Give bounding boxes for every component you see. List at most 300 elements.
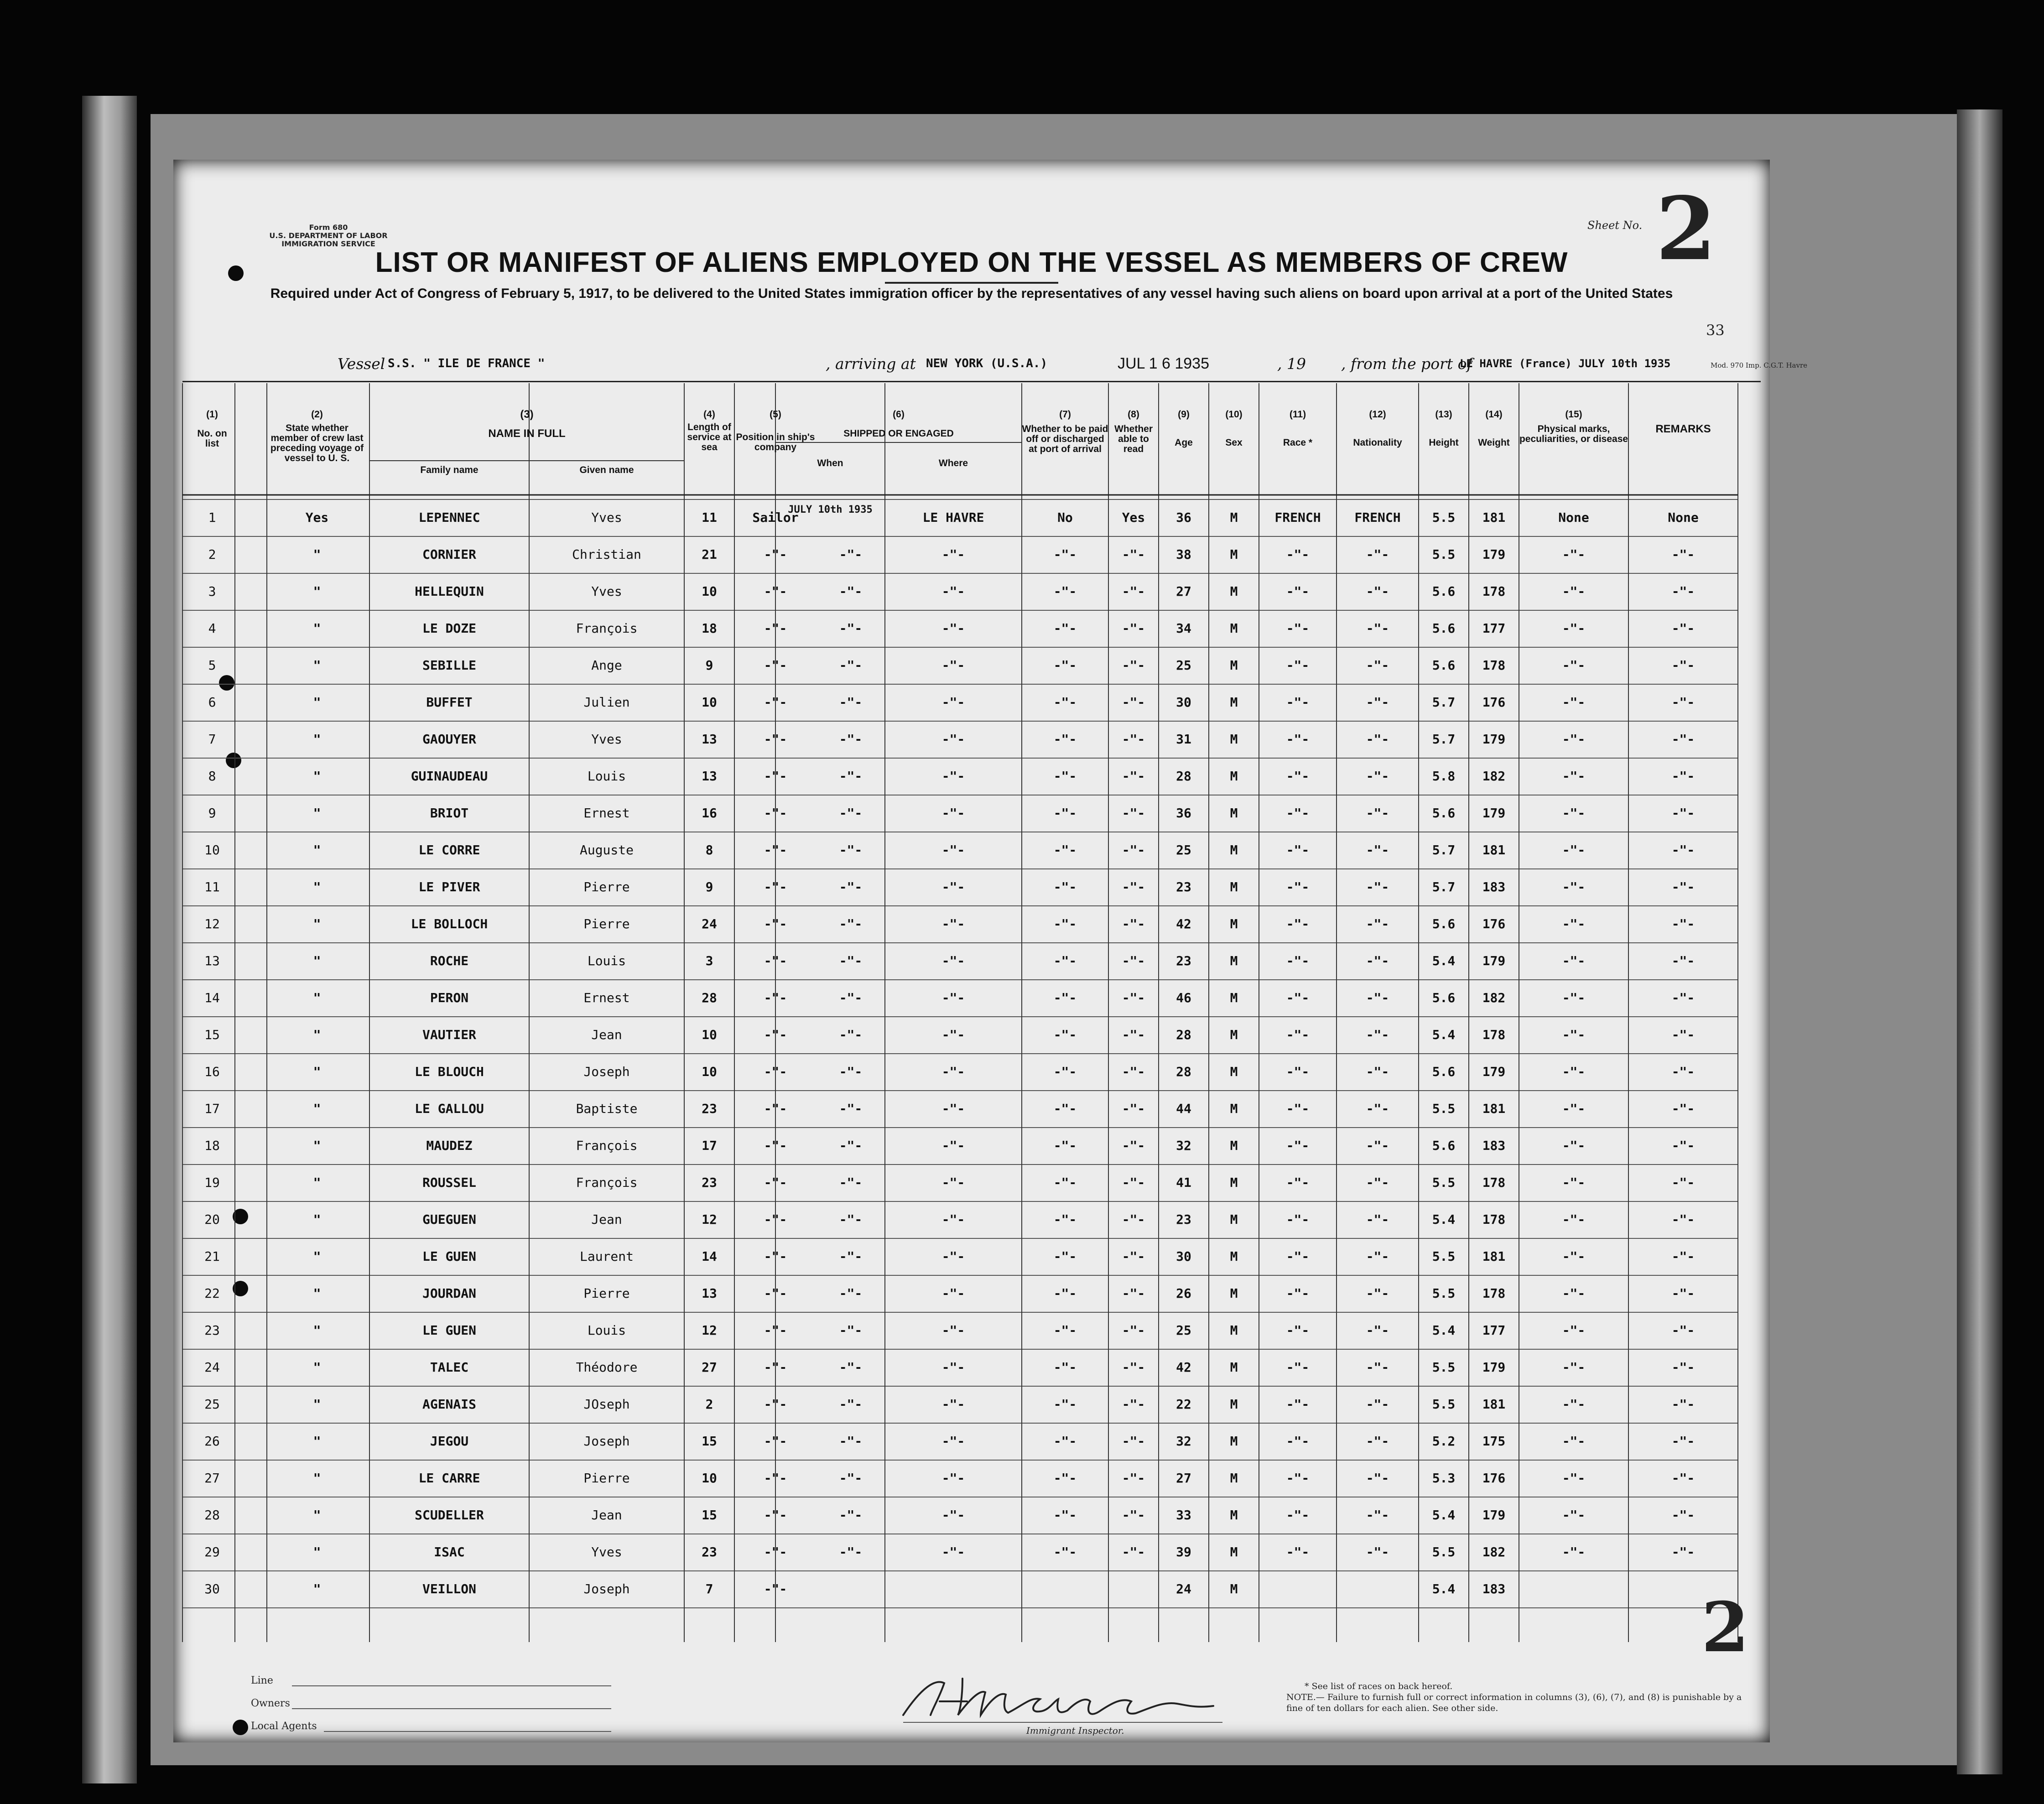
- line-field: [292, 1685, 611, 1686]
- cell-read: -"-: [1122, 1434, 1145, 1449]
- col-label: Weight: [1478, 437, 1510, 448]
- cell-age: 23: [1176, 953, 1191, 968]
- cell-read: [1108, 1571, 1159, 1607]
- cell-position: Sailor: [752, 510, 799, 525]
- cell-position: -"-: [764, 769, 787, 784]
- cell-age: 24: [1176, 1581, 1191, 1596]
- cell-marks: -"-: [1562, 1471, 1586, 1486]
- cell-no: 1: [208, 510, 216, 525]
- cell-no: 21: [204, 1249, 220, 1264]
- cell-marks: -"-: [1562, 879, 1586, 894]
- cell-nationality: -"-: [1366, 1138, 1389, 1153]
- cell-service: 15: [702, 1508, 717, 1523]
- cell-no: 2: [208, 547, 216, 562]
- cell-position: -"-: [764, 695, 787, 710]
- cell-marks: -"-: [1562, 916, 1586, 931]
- col-family-header: Family name: [420, 465, 478, 475]
- col-number: (13): [1435, 409, 1452, 420]
- cell-marks: -"-: [1562, 584, 1586, 599]
- cell-read: -"-: [1122, 1544, 1145, 1560]
- cell-age: 38: [1176, 547, 1191, 562]
- cell-family: LE CARRE: [418, 1471, 480, 1486]
- vessel-label: Vessel: [338, 355, 385, 373]
- cell-age: 25: [1176, 842, 1191, 858]
- cell-where: -"-: [941, 1397, 965, 1412]
- cell-where: -"-: [941, 879, 965, 894]
- cell-marks: -"-: [1562, 1138, 1586, 1153]
- cell-position: -"-: [764, 806, 787, 821]
- owners-field: [292, 1708, 611, 1709]
- cell-weight: 177: [1482, 621, 1506, 636]
- cell-given: Pierre: [583, 879, 630, 894]
- cell-prev: ": [313, 916, 321, 931]
- cell-remarks: -"-: [1671, 621, 1695, 636]
- col-shipped-header: [775, 410, 1022, 439]
- cell-read: -"-: [1122, 1138, 1145, 1153]
- cell-sex: M: [1230, 916, 1238, 931]
- cell-prev: ": [313, 1286, 321, 1301]
- signature-line: [903, 1722, 1222, 1723]
- cell-age: 42: [1176, 1360, 1191, 1375]
- cell-service: 10: [702, 1027, 717, 1042]
- cell-height: 5.4: [1432, 1027, 1456, 1042]
- cell-weight: 181: [1482, 1101, 1506, 1116]
- cell-age: 41: [1176, 1175, 1191, 1190]
- cell-paid: -"-: [1053, 806, 1077, 821]
- cell-paid: -"-: [1053, 769, 1077, 784]
- col-label: Length of service at sea: [687, 422, 732, 452]
- cell-position: -"-: [764, 879, 787, 894]
- cell-nationality: -"-: [1366, 1212, 1389, 1227]
- cell-prev: ": [313, 990, 321, 1005]
- cell-sex: M: [1230, 1212, 1238, 1227]
- cell-family: BUFFET: [426, 695, 473, 710]
- cell-prev: ": [313, 1508, 321, 1523]
- col-number: (5): [770, 409, 781, 420]
- cell-nationality: -"-: [1366, 1508, 1389, 1523]
- cell-given: Pierre: [583, 1286, 630, 1301]
- cell-given: François: [576, 1138, 638, 1153]
- col-race-header: [1259, 410, 1337, 448]
- cell-age: 44: [1176, 1101, 1191, 1116]
- cell-weight: 179: [1482, 806, 1506, 821]
- cell-height: 5.4: [1432, 1212, 1456, 1227]
- cell-race: [1259, 1571, 1337, 1607]
- cell-sex: M: [1230, 621, 1238, 636]
- cell-marks: -"-: [1562, 658, 1586, 673]
- cell-race: -"-: [1286, 1064, 1310, 1079]
- cell-sex: M: [1230, 1397, 1238, 1412]
- col-number: (14): [1485, 409, 1503, 420]
- cell-position: -"-: [764, 953, 787, 968]
- cell-weight: 177: [1482, 1323, 1506, 1338]
- cell-position: -"-: [764, 1544, 787, 1560]
- cell-marks: None: [1558, 510, 1589, 525]
- cell-when: -"-: [839, 1212, 863, 1227]
- cell-age: 23: [1176, 1212, 1191, 1227]
- legal-requirement: Required under Act of Congress of February 5, 1917, to be delivered to the United States immigration officer by the representatives of any vessel having such aliens on board upon arrival at a port of the United States: [270, 286, 1673, 301]
- fine-note: NOTE.— Failure to furnish full or correct information in columns (3), (6), (7), and (8) is punishable by a fine of ten dollars for each alien. See other side.: [1286, 1692, 1742, 1713]
- cell-weight: 183: [1482, 1138, 1506, 1153]
- cell-remarks: -"-: [1671, 1508, 1695, 1523]
- cell-nationality: -"-: [1366, 584, 1389, 599]
- cell-paid: -"-: [1053, 1138, 1077, 1153]
- cell-sex: M: [1230, 806, 1238, 821]
- cell-marks: -"-: [1562, 1064, 1586, 1079]
- cell-weight: 178: [1482, 1212, 1506, 1227]
- cell-height: 5.7: [1432, 879, 1456, 894]
- right-page-edge: [1957, 109, 2002, 1774]
- cell-family: JOURDAN: [422, 1286, 476, 1301]
- vessel-name: S.S. " ILE DE FRANCE ": [388, 357, 545, 370]
- cell-weight: 183: [1482, 1581, 1506, 1596]
- cell-marks: -"-: [1562, 1286, 1586, 1301]
- cell-position: -"-: [764, 732, 787, 747]
- cell-height: 5.5: [1432, 1360, 1456, 1375]
- cell-no: 18: [204, 1138, 220, 1153]
- cell-nationality: FRENCH: [1354, 510, 1401, 525]
- cell-where: -"-: [941, 990, 965, 1005]
- cell-no: 16: [204, 1064, 220, 1079]
- cell-prev: ": [313, 1212, 321, 1227]
- col-weight-header: [1469, 410, 1519, 448]
- cell-sex: M: [1230, 1101, 1238, 1116]
- cell-sex: M: [1230, 584, 1238, 599]
- cell-where: -"-: [941, 806, 965, 821]
- cell-service: 15: [702, 1434, 717, 1449]
- cell-position: -"-: [764, 1360, 787, 1375]
- cell-given: Louis: [587, 769, 626, 784]
- cell-paid: -"-: [1053, 953, 1077, 968]
- cell-service: 13: [702, 769, 717, 784]
- inspector-label: Immigrant Inspector.: [1026, 1725, 1124, 1736]
- cell-height: 5.6: [1432, 990, 1456, 1005]
- cell-sex: M: [1230, 1323, 1238, 1338]
- cell-race: -"-: [1286, 1212, 1310, 1227]
- cell-marks: -"-: [1562, 1397, 1586, 1412]
- sheet-label: Sheet No.: [1587, 219, 1643, 232]
- cell-given: Pierre: [583, 1471, 630, 1486]
- cell-age: 32: [1176, 1434, 1191, 1449]
- cell-height: 5.5: [1432, 1101, 1456, 1116]
- cell-family: LE GUEN: [422, 1323, 476, 1338]
- cell-height: 5.7: [1432, 695, 1456, 710]
- cell-given: Jean: [591, 1212, 622, 1227]
- cell-age: 28: [1176, 1027, 1191, 1042]
- cell-when: -"-: [839, 842, 863, 858]
- cell-height: 5.6: [1432, 916, 1456, 931]
- cell-race: -"-: [1286, 1249, 1310, 1264]
- cell-weight: 182: [1482, 990, 1506, 1005]
- cell-family: CORNIER: [422, 547, 476, 562]
- cell-given: JOseph: [583, 1397, 630, 1412]
- cell-race: -"-: [1286, 953, 1310, 968]
- col-label: Nationality: [1353, 437, 1402, 448]
- cell-no: 29: [204, 1544, 220, 1560]
- cell-age: 30: [1176, 695, 1191, 710]
- cell-paid: -"-: [1053, 1101, 1077, 1116]
- cell-read: -"-: [1122, 806, 1145, 821]
- cell-position: -"-: [764, 842, 787, 858]
- cell-read: -"-: [1122, 1212, 1145, 1227]
- cell-prev: ": [313, 732, 321, 747]
- manifest-sheet: [173, 160, 1808, 1742]
- cell-remarks: -"-: [1671, 1101, 1695, 1116]
- cell-sex: M: [1230, 842, 1238, 858]
- cell-weight: 181: [1482, 510, 1506, 525]
- cell-prev: ": [313, 1323, 321, 1338]
- cell-when: -"-: [839, 1027, 863, 1042]
- cell-race: -"-: [1286, 1544, 1310, 1560]
- cell-remarks: -"-: [1671, 695, 1695, 710]
- cell-prev: ": [313, 584, 321, 599]
- cell-age: 28: [1176, 769, 1191, 784]
- cell-where: -"-: [941, 1212, 965, 1227]
- col-number: (3): [520, 408, 534, 421]
- cell-sex: M: [1230, 1138, 1238, 1153]
- cell-height: 5.4: [1432, 1508, 1456, 1523]
- cell-height: 5.2: [1432, 1434, 1456, 1449]
- cell-race: -"-: [1286, 1286, 1310, 1301]
- cell-nationality: -"-: [1366, 1101, 1389, 1116]
- cell-sex: M: [1230, 695, 1238, 710]
- col-read-header: [1108, 410, 1159, 454]
- cell-when: -"-: [839, 990, 863, 1005]
- cell-paid: -"-: [1053, 1286, 1077, 1301]
- cell-weight: 178: [1482, 1175, 1506, 1190]
- cell-prev: ": [313, 879, 321, 894]
- cell-weight: 179: [1482, 547, 1506, 562]
- cell-read: -"-: [1122, 732, 1145, 747]
- cell-read: -"-: [1122, 990, 1145, 1005]
- cell-height: 5.4: [1432, 953, 1456, 968]
- cell-given: Yves: [591, 510, 622, 525]
- cell-nationality: -"-: [1366, 842, 1389, 858]
- cell-prev: ": [313, 769, 321, 784]
- cell-height: 5.6: [1432, 1064, 1456, 1079]
- cell-sex: M: [1230, 879, 1238, 894]
- cell-service: 23: [702, 1101, 717, 1116]
- cell-nationality: -"-: [1366, 1360, 1389, 1375]
- cell-remarks: -"-: [1671, 1249, 1695, 1264]
- cell-read: -"-: [1122, 1249, 1145, 1264]
- cell-height: 5.4: [1432, 1323, 1456, 1338]
- cell-race: -"-: [1286, 1175, 1310, 1190]
- cell-where: -"-: [941, 842, 965, 858]
- cell-read: -"-: [1122, 695, 1145, 710]
- cell-race: -"-: [1286, 584, 1310, 599]
- cell-prev: ": [313, 695, 321, 710]
- cell-age: 23: [1176, 879, 1191, 894]
- cell-weight: 178: [1482, 1286, 1506, 1301]
- cell-service: 10: [702, 695, 717, 710]
- cell-weight: 176: [1482, 695, 1506, 710]
- arriving-label: , arriving at: [826, 355, 916, 373]
- cell-height: 5.6: [1432, 584, 1456, 599]
- cell-nationality: -"-: [1366, 806, 1389, 821]
- cell-position: -"-: [764, 1027, 787, 1042]
- cell-read: -"-: [1122, 769, 1145, 784]
- cell-remarks: -"-: [1671, 1286, 1695, 1301]
- cell-sex: M: [1230, 1064, 1238, 1079]
- cell-weight: 176: [1482, 1471, 1506, 1486]
- cell-prev: ": [313, 1544, 321, 1560]
- cell-position: -"-: [764, 1212, 787, 1227]
- cell-when: -"-: [839, 953, 863, 968]
- cell-no: 24: [204, 1360, 220, 1375]
- col-given-header: Given name: [579, 465, 634, 475]
- cell-age: 32: [1176, 1138, 1191, 1153]
- cell-paid: -"-: [1053, 584, 1077, 599]
- cell-where: -"-: [941, 1249, 965, 1264]
- cell-race: -"-: [1286, 990, 1310, 1005]
- cell-paid: -"-: [1053, 879, 1077, 894]
- cell-position: -"-: [764, 621, 787, 636]
- cell-when: -"-: [839, 1544, 863, 1560]
- cell-paid: -"-: [1053, 658, 1077, 673]
- cell-family: LE DOZE: [422, 621, 476, 636]
- cell-where: -"-: [941, 695, 965, 710]
- cell-where: -"-: [941, 547, 965, 562]
- cell-family: TALEC: [430, 1360, 469, 1375]
- col-age-header: [1159, 410, 1209, 448]
- cell-paid: -"-: [1053, 1323, 1077, 1338]
- cell-sex: M: [1230, 1434, 1238, 1449]
- cell-paid: -"-: [1053, 990, 1077, 1005]
- cell-marks: -"-: [1562, 1175, 1586, 1190]
- cell-prev: ": [313, 621, 321, 636]
- cell-read: -"-: [1122, 1286, 1145, 1301]
- cell-height: 5.6: [1432, 658, 1456, 673]
- cell-marks: -"-: [1562, 990, 1586, 1005]
- cell-service: 13: [702, 732, 717, 747]
- cell-age: 36: [1176, 510, 1191, 525]
- cell-age: 27: [1176, 584, 1191, 599]
- cell-when: -"-: [839, 584, 863, 599]
- cell-sex: M: [1230, 732, 1238, 747]
- footnote: [1286, 1681, 1742, 1714]
- cell-family: SEBILLE: [422, 658, 476, 673]
- cell-height: 5.6: [1432, 806, 1456, 821]
- col-number: (15): [1565, 409, 1582, 420]
- cell-family: ROCHE: [430, 953, 469, 968]
- cell-sex: M: [1230, 990, 1238, 1005]
- cell-service: 17: [702, 1138, 717, 1153]
- cell-no: 17: [204, 1101, 220, 1116]
- cell-prev: ": [313, 1064, 321, 1079]
- col-label: State whether member of crew last preceding voyage of vessel to U. S.: [270, 423, 364, 463]
- cell-family: MAUDEZ: [426, 1138, 473, 1153]
- cell-family: LE GUEN: [422, 1249, 476, 1264]
- cell-marks: -"-: [1562, 1434, 1586, 1449]
- cell-read: -"-: [1122, 584, 1145, 599]
- cell-nationality: -"-: [1366, 1544, 1389, 1560]
- cell-where: -"-: [941, 732, 965, 747]
- cell-position: -"-: [764, 1323, 787, 1338]
- cell-prev: ": [313, 1360, 321, 1375]
- cell-height: 5.4: [1432, 1581, 1456, 1596]
- cell-when: -"-: [839, 1323, 863, 1338]
- cell-paid: -"-: [1053, 1508, 1077, 1523]
- cell-height: 5.8: [1432, 769, 1456, 784]
- cell-given: Joseph: [583, 1434, 630, 1449]
- cell-remarks: -"-: [1671, 1360, 1695, 1375]
- cell-position: -"-: [764, 1471, 787, 1486]
- cell-read: -"-: [1122, 1101, 1145, 1116]
- cell-no: 19: [204, 1175, 220, 1190]
- col-label: Whether to be paid off or discharged at port of arrival: [1022, 424, 1108, 454]
- cell-given: Auguste: [579, 842, 634, 858]
- cell-remarks: -"-: [1671, 1323, 1695, 1338]
- cell-race: -"-: [1286, 879, 1310, 894]
- cell-weight: 181: [1482, 1249, 1506, 1264]
- cell-family: LE BOLLOCH: [411, 916, 488, 931]
- cell-read: -"-: [1122, 621, 1145, 636]
- cell-no: 8: [208, 769, 216, 784]
- cell-family: AGENAIS: [422, 1397, 476, 1412]
- from-label: , from the port of: [1341, 355, 1472, 373]
- cell-where: -"-: [941, 1101, 965, 1116]
- cell-marks: -"-: [1562, 621, 1586, 636]
- cell-prev: ": [313, 1138, 321, 1153]
- cell-height: 5.3: [1432, 1471, 1456, 1486]
- cell-marks: -"-: [1562, 842, 1586, 858]
- cell-service: 9: [705, 658, 713, 673]
- cell-race: -"-: [1286, 547, 1310, 562]
- cell-family: LE CORRE: [418, 842, 480, 858]
- col-number: (6): [893, 409, 905, 420]
- owners-label: Owners: [251, 1698, 290, 1709]
- cell-service: 8: [705, 842, 713, 858]
- cell-where: -"-: [941, 1434, 965, 1449]
- cell-height: 5.5: [1432, 1249, 1456, 1264]
- cell-height: 5.6: [1432, 1138, 1456, 1153]
- cell-service: 12: [702, 1323, 717, 1338]
- cell-race: -"-: [1286, 1397, 1310, 1412]
- cell-paid: -"-: [1053, 1027, 1077, 1042]
- left-page-edge: [82, 96, 137, 1783]
- col-label: Height: [1429, 437, 1459, 448]
- cell-remarks: -"-: [1671, 769, 1695, 784]
- col-where-header: Where: [938, 458, 968, 468]
- cell-no: 6: [208, 695, 216, 710]
- col-prev-header: [267, 410, 367, 463]
- cell-given: Ernest: [583, 806, 630, 821]
- cell-prev: ": [313, 1101, 321, 1116]
- cell-paid: -"-: [1053, 1064, 1077, 1079]
- cell-when: -"-: [839, 695, 863, 710]
- cell-given: Ernest: [583, 990, 630, 1005]
- cell-service: 11: [702, 510, 717, 525]
- cell-paid: -"-: [1053, 1360, 1077, 1375]
- cell-weight: 183: [1482, 879, 1506, 894]
- cell-height: 5.5: [1432, 510, 1456, 525]
- cell-race: -"-: [1286, 1508, 1310, 1523]
- cell-race: -"-: [1286, 916, 1310, 931]
- cell-no: 3: [208, 584, 216, 599]
- year-label: , 19: [1277, 355, 1306, 373]
- cell-weight: 182: [1482, 769, 1506, 784]
- cell-no: 9: [208, 806, 216, 821]
- cell-prev: ": [313, 1397, 321, 1412]
- cell-age: 39: [1176, 1544, 1191, 1560]
- cell-nationality: -"-: [1366, 658, 1389, 673]
- cell-when: -"-: [839, 769, 863, 784]
- col-number: (12): [1369, 409, 1386, 420]
- page-title: LIST OR MANIFEST OF ALIENS EMPLOYED ON THE VESSEL AS MEMBERS OF CREW: [375, 247, 1568, 278]
- cell-race: -"-: [1286, 621, 1310, 636]
- cell-no: 11: [204, 879, 220, 894]
